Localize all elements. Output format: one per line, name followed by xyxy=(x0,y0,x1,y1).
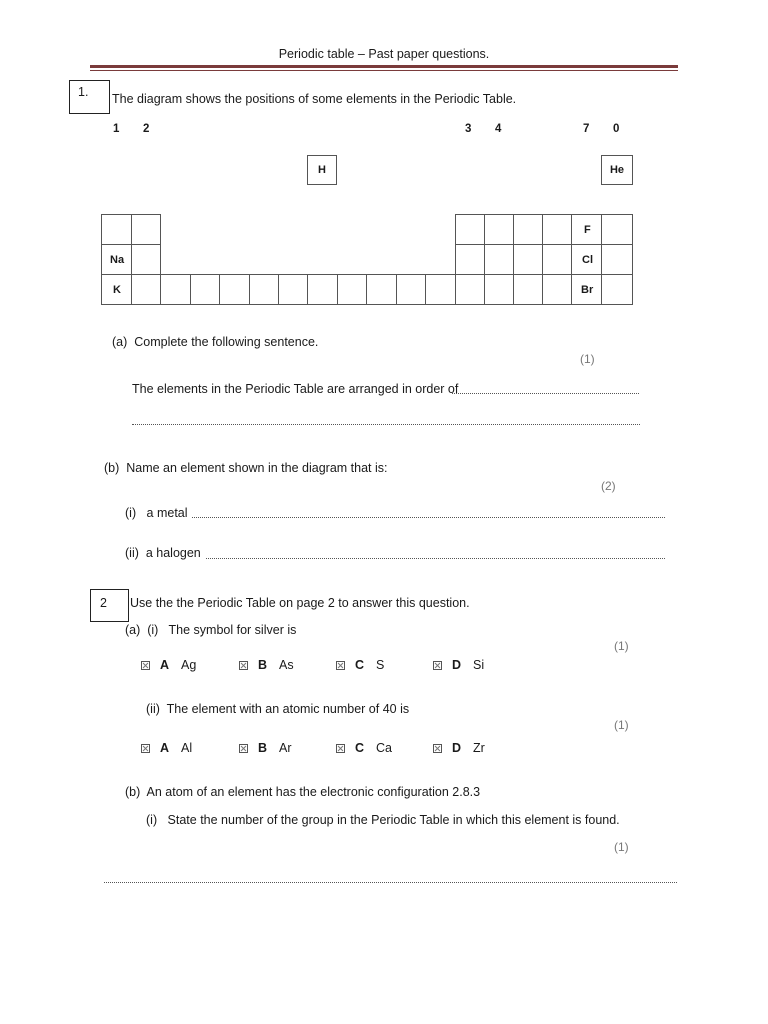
table-cell xyxy=(455,214,485,245)
table-cell xyxy=(513,214,543,245)
element-symbol: He xyxy=(609,164,625,176)
table-cell xyxy=(131,244,161,275)
table-cell xyxy=(484,274,514,305)
checkbox-icon[interactable] xyxy=(141,744,150,753)
element-cell-br xyxy=(571,274,602,305)
question-2a-ii-label: (ii) xyxy=(146,702,160,716)
table-cell xyxy=(542,274,572,305)
question-2b-i-text: State the number of the group in the Periodic Table in which this element is found. xyxy=(167,813,620,827)
table-cell xyxy=(396,274,426,305)
table-cell xyxy=(131,214,161,245)
table-cell xyxy=(542,214,572,245)
question-2-number: 2 xyxy=(100,596,107,610)
answer-line-1a-cont[interactable] xyxy=(132,424,640,425)
question-2-intro: Use the the Periodic Table on page 2 to answer this question. xyxy=(130,596,470,610)
question-1-intro: The diagram shows the positions of some elements in the Periodic Table. xyxy=(112,92,517,106)
question-2b-text: An atom of an element has the electronic configuration 2.8.3 xyxy=(146,785,481,799)
question-1-number: 1. xyxy=(78,85,89,99)
table-cell xyxy=(307,274,338,305)
question-2a-i-marks: (1) xyxy=(614,639,629,653)
element-symbol: Br xyxy=(581,283,594,296)
option-2a-ii-a[interactable] xyxy=(141,741,192,755)
question-1b-i xyxy=(125,506,188,520)
option-value: S xyxy=(376,658,385,672)
option-2a-ii-b[interactable] xyxy=(239,741,292,755)
option-2a-i-c[interactable] xyxy=(336,658,384,672)
question-2a-label: (a) xyxy=(125,623,141,637)
answer-line-1b-ii[interactable] xyxy=(206,558,665,559)
element-cell-he xyxy=(601,155,633,185)
option-value: Ag xyxy=(181,658,197,672)
table-cell xyxy=(513,244,543,275)
table-cell xyxy=(542,244,572,275)
table-cell xyxy=(337,274,367,305)
checkbox-icon[interactable] xyxy=(336,744,345,753)
answer-line-2b-i[interactable] xyxy=(104,882,677,883)
option-letter: B xyxy=(258,741,268,755)
answer-line-1a[interactable] xyxy=(452,393,639,394)
option-letter: C xyxy=(355,658,365,672)
page-title: Periodic table – Past paper questions. xyxy=(278,47,490,61)
table-cell xyxy=(513,274,543,305)
option-letter: D xyxy=(452,658,462,672)
question-2a-ii-marks: (1) xyxy=(614,718,629,732)
option-2a-ii-d[interactable] xyxy=(433,741,485,755)
option-letter: C xyxy=(355,741,365,755)
question-1a-sentence: The elements in the Periodic Table are arranged in order of xyxy=(132,382,459,396)
group-number-2: 2 xyxy=(143,123,150,135)
question-1a-label: (a) xyxy=(112,335,128,349)
header-rule-thin xyxy=(90,70,678,71)
option-value: Zr xyxy=(473,741,485,755)
table-cell xyxy=(455,244,485,275)
checkbox-icon[interactable] xyxy=(336,661,345,670)
group-number-4: 4 xyxy=(495,123,502,135)
table-cell xyxy=(190,274,220,305)
option-2a-i-b[interactable] xyxy=(239,658,294,672)
element-cell-f xyxy=(571,214,602,245)
question-1a-marks: (1) xyxy=(580,352,595,366)
element-cell-na xyxy=(101,244,132,275)
question-2b-i xyxy=(146,813,620,827)
table-cell xyxy=(425,274,456,305)
question-2a-i-label: (i) xyxy=(147,623,159,637)
question-2-number-box xyxy=(90,589,129,622)
question-2a-i-text: The symbol for silver is xyxy=(168,623,297,637)
question-1b-marks: (2) xyxy=(601,479,616,493)
option-2a-i-a[interactable] xyxy=(141,658,196,672)
table-cell xyxy=(160,274,191,305)
table-cell xyxy=(101,214,132,245)
table-cell xyxy=(455,274,485,305)
option-value: Ar xyxy=(279,741,292,755)
checkbox-icon[interactable] xyxy=(239,744,248,753)
question-2a-ii-text: The element with an atomic number of 40 is xyxy=(166,702,410,716)
element-symbol: F xyxy=(584,223,591,236)
option-2a-ii-c[interactable] xyxy=(336,741,392,755)
table-cell xyxy=(601,274,633,305)
checkbox-icon[interactable] xyxy=(433,661,442,670)
header-rule-thick xyxy=(90,65,678,68)
group-number-3: 3 xyxy=(465,123,472,135)
question-2b-label: (b) xyxy=(125,785,141,799)
element-symbol: H xyxy=(318,164,326,176)
question-1b-ii xyxy=(125,546,201,560)
question-2b-i-label: (i) xyxy=(146,813,158,827)
question-1-number-box xyxy=(69,80,110,114)
option-letter: B xyxy=(258,658,268,672)
option-letter: A xyxy=(160,658,170,672)
table-cell xyxy=(601,244,633,275)
table-cell xyxy=(131,274,161,305)
option-value: Ca xyxy=(376,741,393,755)
question-2b-i-marks: (1) xyxy=(614,840,629,854)
checkbox-icon[interactable] xyxy=(141,661,150,670)
element-cell-cl xyxy=(571,244,602,275)
question-1b-i-text: a metal xyxy=(146,506,188,520)
question-2b xyxy=(125,785,480,799)
question-1b-i-label: (i) xyxy=(125,506,137,520)
question-1b-ii-text: a halogen xyxy=(145,546,201,560)
question-1a xyxy=(112,335,318,349)
question-2a-i xyxy=(125,623,296,637)
table-cell xyxy=(249,274,279,305)
element-cell-k xyxy=(101,274,132,305)
table-cell xyxy=(601,214,633,245)
element-symbol: Cl xyxy=(582,253,593,266)
option-value: Si xyxy=(473,658,485,672)
question-1b-prompt: Name an element shown in the diagram that is: xyxy=(126,461,388,475)
table-cell xyxy=(366,274,397,305)
table-cell xyxy=(219,274,250,305)
group-number-0: 0 xyxy=(613,123,620,135)
question-1b-ii-label: (ii) xyxy=(125,546,139,560)
option-value: As xyxy=(279,658,294,672)
question-1b xyxy=(104,461,387,475)
question-1a-prompt: Complete the following sentence. xyxy=(134,335,319,349)
option-letter: D xyxy=(452,741,462,755)
question-2a-ii xyxy=(146,702,409,716)
answer-line-1b-i[interactable] xyxy=(192,517,665,518)
option-2a-i-d[interactable] xyxy=(433,658,484,672)
checkbox-icon[interactable] xyxy=(433,744,442,753)
table-cell xyxy=(484,244,514,275)
table-cell xyxy=(278,274,308,305)
element-symbol: Na xyxy=(110,253,125,266)
element-symbol: K xyxy=(113,283,121,296)
question-1b-label: (b) xyxy=(104,461,120,475)
group-number-7: 7 xyxy=(583,123,590,135)
group-number-1: 1 xyxy=(113,123,120,135)
checkbox-icon[interactable] xyxy=(239,661,248,670)
option-letter: A xyxy=(160,741,170,755)
option-value: Al xyxy=(181,741,193,755)
element-cell-h xyxy=(307,155,337,185)
table-cell xyxy=(484,214,514,245)
